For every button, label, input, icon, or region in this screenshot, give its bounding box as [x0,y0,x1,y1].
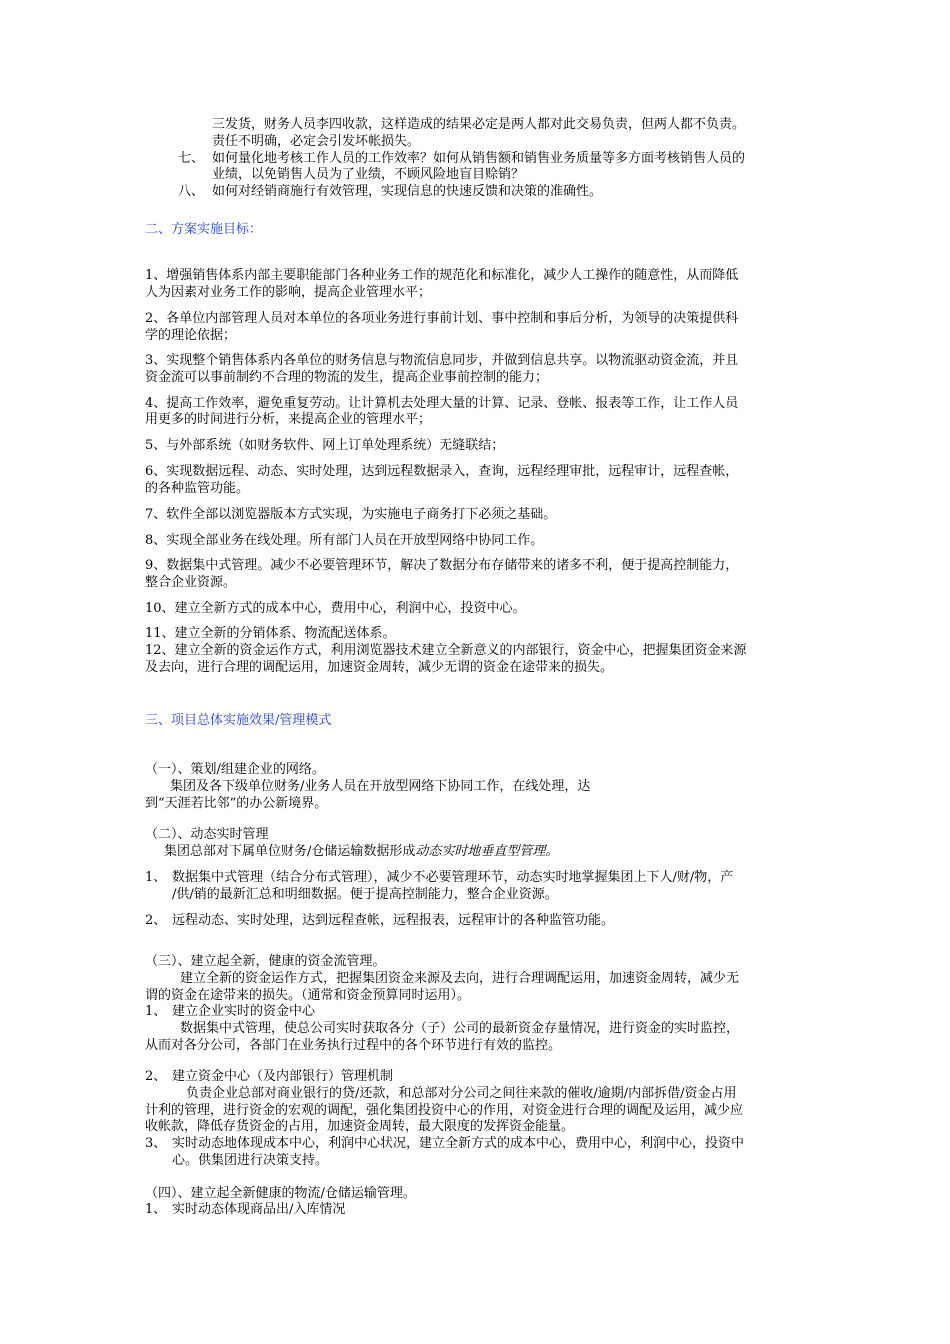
list-number: 1、 [145,1202,167,1217]
list-number: 2、 [145,913,167,928]
list-number: 七、 [178,151,205,166]
goal-item: 2、各单位内部管理人员对本单位的各项业务进行事前计划、事中控制和事后分析，为领导的决策提供科 [145,311,739,326]
emphasis-text: 动态实时地垂直型管理。 [415,844,559,859]
section-heading: 二、方案实施目标： [145,222,263,237]
goal-item: 8、实现全部业务在线处理。所有部门人员在开放型网络中协同工作。 [145,533,544,548]
list-item-title: 建立企业实时的资金中心 [172,1004,316,1019]
goal-item: 6、实现数据远程、动态、实时处理，达到远程数据录入，查询，远程经理审批，远程审计，远程查帐， [145,464,739,479]
goal-item: 及去向，进行合理的调配运用，加速资金周转，减少无谓的资金在途带来的损失。 [145,660,614,675]
paragraph-line: 数据集中式管理，使总公司实时获取各分（子）公司的最新资金存量情况，进行资金的实时监控， [180,1021,740,1036]
paragraph-line: 从而对各分公司，各部门在业务执行过程中的各个环节进行有效的监控。 [145,1038,562,1053]
list-item-title: 建立资金中心（及内部银行）管理机制 [172,1069,394,1084]
list-item-text: 心。供集团进行决策支持。 [172,1153,329,1168]
list-item-text: /供/销的最新汇总和明细数据。便于提高控制能力，整合企业资源。 [172,887,558,902]
goal-item: 资金流可以事前制约不合理的物流的发生，提高企业事前控制的能力； [145,370,549,385]
paragraph-line [164,843,558,860]
intro-line: 三发货，财务人员李四收款，这样造成的结果必定是两人都对此交易负责，但两人都不负责。 [212,117,746,132]
intro-line: 责任不明确，必定会引发坏帐损失。 [212,134,421,149]
goal-item: 9、数据集中式管理。减少不必要管理环节，解决了数据分布存储带来的诸多不利，便于提高控制能力， [145,558,739,573]
goal-item: 3、实现整个销售体系内各单位的财务信息与物流信息同步，并做到信息共享。以物流驱动资金流，并且 [145,353,739,368]
goal-item: 1、增强销售体系内部主要职能部门各种业务工作的规范化和标准化，减少人工操作的随意性，从而降低 [145,268,739,283]
paragraph-line: 谓的资金在途带来的损失。（通常和资金预算同时运用）。 [145,988,471,1003]
paragraph-text: 集团总部对下属单位财务/仓储运输数据形成 [164,844,416,859]
goal-item: 用更多的时间进行分析，来提高企业的管理水平； [145,412,432,427]
goal-item: 10、建立全新方式的成本中心，费用中心，利润中心，投资中心。 [145,601,526,616]
paragraph-line: 到“天涯若比邻”的办公新境界。 [145,796,328,811]
goal-item: 人为因素对业务工作的影响，提高企业管理水平； [145,285,432,300]
subsection-title: （一）、策划/组建企业的网络。 [145,762,325,777]
subsection-title: （二）、动态实时管理 [145,827,269,842]
paragraph-line: 计利的管理，进行资金的宏观的调配，强化集团投资中心的作用，对资金进行合理的调配及运用，减少应 [145,1103,744,1118]
list-number: 2、 [145,1069,167,1084]
list-number: 1、 [145,1004,167,1019]
list-number: 八、 [178,184,205,199]
list-item-text: 数据集中式管理（结合分布式管理），减少不必要管理环节，动态实时地掌握集团上下人/财/物，产 [172,870,734,885]
paragraph-line: 建立全新的资金运作方式，把握集团资金来源及去向，进行合理调配运用，加速资金周转，减少无 [180,971,740,986]
goal-item: 整合企业资源。 [145,575,237,590]
paragraph-line: 集团及各下级单位财务/业务人员在开放型网络下协同工作，在线处理，达 [170,779,591,794]
list-item-text: 如何对经销商施行有效管理，实现信息的快速反馈和决策的准确性。 [212,184,603,199]
list-item-text: 实时动态体现商品出/入库情况 [172,1202,346,1217]
list-item-text: 业绩，以免销售人员为了业绩，不顾风险地盲目赊销？ [212,167,525,182]
paragraph-line: 收帐款，降低存货资金的占用，加速资金周转，最大限度的发挥资金能量。 [145,1119,575,1134]
subsection-title: （四）、建立起全新健康的物流/仓储运输管理。 [145,1186,416,1201]
list-item-text: 实时动态地体现成本中心，利润中心状况，建立全新方式的成本中心，费用中心，利润中心，投资中 [172,1136,745,1151]
subsection-title: （三）、建立起全新，健康的资金流管理。 [145,954,386,969]
paragraph-line: 负责企业总部对商业银行的贷/还款，和总部对分公司之间往来款的催收/逾期/内部拆借/资金占用 [186,1086,737,1101]
list-item-text: 远程动态、实时处理，达到远程查帐，远程报表，远程审计的各种监管功能。 [172,913,615,928]
goal-item: 11、建立全新的分销体系、物流配送体系。 [145,626,396,641]
goal-item: 4、提高工作效率，避免重复劳动。让计算机去处理大量的计算、记录、登帐、报表等工作，让工作人员 [145,396,739,411]
goal-item: 5、与外部系统（如财务软件、网上订单处理系统）无缝联结； [145,438,505,453]
section-heading: 三、项目总体实施效果/管理模式 [145,713,332,728]
goal-item: 学的理论依据； [145,328,237,343]
goal-item: 12、建立全新的资金运作方式，利用浏览器技术建立全新意义的内部银行，资金中心，把握集团资金来源 [145,643,747,658]
list-number: 1、 [145,870,167,885]
list-item-text: 如何量化地考核工作人员的工作效率？如何从销售额和销售业务质量等多方面考核销售人员的 [212,151,746,166]
goal-item: 的各种监管功能。 [145,481,250,496]
list-number: 3、 [145,1136,167,1151]
goal-item: 7、软件全部以浏览器版本方式实现，为实施电子商务打下必须之基础。 [145,507,557,522]
